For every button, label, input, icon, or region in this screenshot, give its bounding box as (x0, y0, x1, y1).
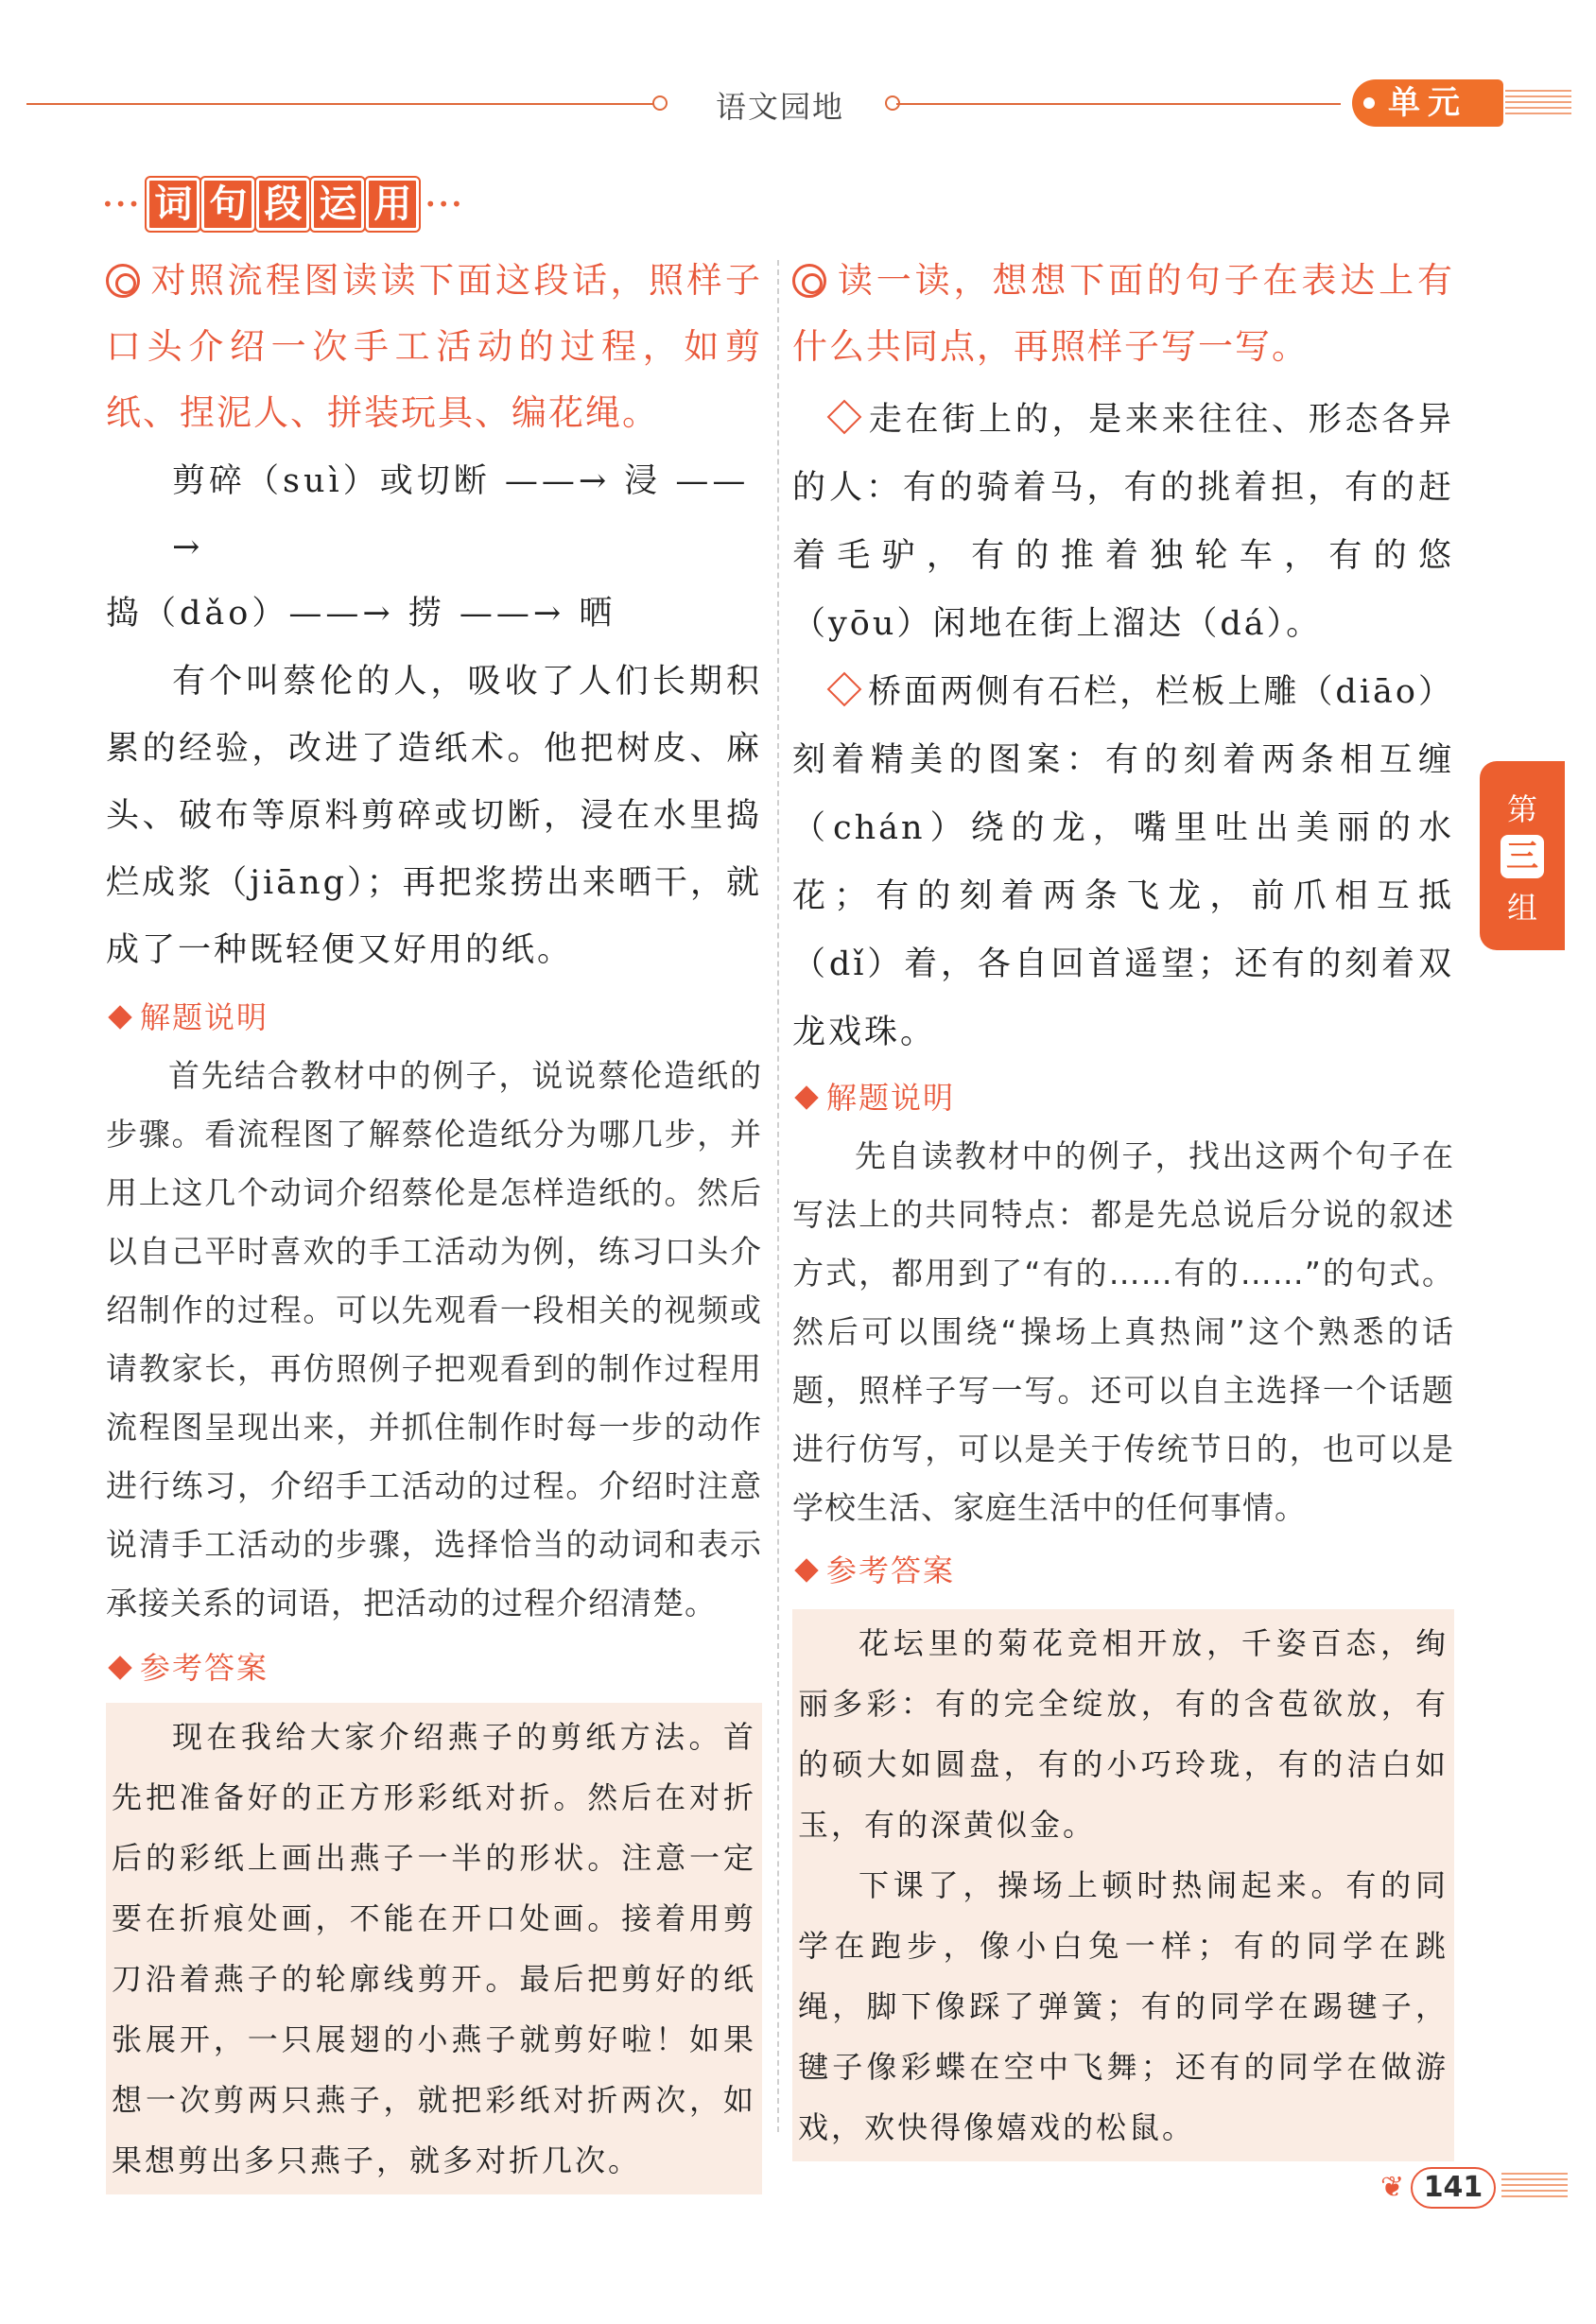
side-tab-top: 第 (1506, 791, 1537, 827)
left-prompt (106, 248, 762, 446)
right-answer-text-2: 下课了，操场上顿时热闹起来。有的同学在跑步，像小白兔一样；有的同学在跳绳，脚下像踩了弹簧；有的同学在踢毽子，毽子像彩蝶在空中飞舞；还有的同学在做游戏，欢快得像嬉戏的松鼠。 (798, 1867, 1449, 2145)
footer-stripes (1501, 2173, 1568, 2201)
badge-dot-icon (1363, 97, 1375, 109)
section-title-char: 段 (256, 178, 309, 231)
spiral-icon (106, 264, 140, 298)
diamond-icon (108, 1656, 131, 1679)
left-answer-text: 现在我给大家介绍燕子的剪纸方法。首先把准备好的正方形彩纸对折。然后在对折后的彩纸上画出燕子一半的形状。注意一定要在折痕处画，不能在开口处画。接着用剪刀沿着燕子的轮廓线剪开。最后把剪好的纸张展开，一只展翅的小燕子就剪好啦！如果想一次剪两只燕子，就把彩纸对折两次，如果想剪出多只燕子，就多对折几次。 (112, 1719, 756, 2178)
diamond-outline-icon (827, 400, 862, 435)
side-tab-number: 三 (1501, 835, 1544, 878)
left-column (106, 248, 762, 2194)
left-explain-label (106, 988, 762, 1047)
section-title-char: 运 (311, 178, 364, 231)
section-title-char: 用 (366, 178, 419, 231)
left-prompt-text: 对照流程图读读下面这段话，照样子口头介绍一次手工活动的过程，如剪纸、捏泥人、拼装玩具、编花绳。 (106, 260, 762, 433)
right-explain (792, 1127, 1454, 1537)
right-prompt-text: 读一读，想想下面的句子在表达上有什么共同点，再照样子写一写。 (792, 260, 1454, 367)
header-title: 语文园地 (715, 89, 844, 125)
diamond-icon (794, 1558, 818, 1582)
right-column (792, 248, 1454, 2161)
diamond-icon (108, 1005, 131, 1029)
left-explain-label-text: 解题说明 (140, 999, 269, 1035)
spiral-icon (792, 264, 826, 298)
left-answer-box (106, 1703, 762, 2194)
left-passage (106, 649, 762, 984)
section-title-chars (147, 178, 419, 231)
section-title-char: 词 (147, 178, 200, 231)
right-explain-label-text: 解题说明 (826, 1080, 956, 1116)
diamond-outline-icon (827, 672, 862, 707)
flow-chart-line-2: 捣（dǎo）——→ 捞 ——→ 晒 (106, 595, 616, 633)
page-number: 141 (1411, 2167, 1496, 2209)
section-title (102, 178, 464, 231)
unit-side-tab (1480, 761, 1565, 950)
right-explain-label (792, 1068, 1454, 1127)
leaf-icon: ❦ (1380, 2171, 1405, 2204)
flow-chart-line-1: 剪碎（suì）或切断 ——→ 浸 ——→ (172, 462, 750, 566)
left-explain (106, 1047, 762, 1633)
left-answer-label (106, 1639, 762, 1697)
example-sentence-2-text: 桥面两侧有石栏，栏板上雕（diāo）刻着精美的图案：有的刻着两条相互缠（chán）绕的龙，嘴里吐出美丽的水花；有的刻着两条飞龙，前爪相互抵（dǐ）着，各自回首遥望；还有的刻着双龙戏珠。 (792, 673, 1454, 1051)
left-passage-text: 有个叫蔡伦的人，吸收了人们长期积累的经验，改进了造纸术。他把树皮、麻头、破布等原料剪碎或切断，浸在水里捣烂成浆（jiāng）；再把浆捞出来晒干，就成了一种既轻便又好用的纸。 (106, 663, 762, 969)
header-rule-left (26, 103, 660, 105)
right-answer-label (792, 1541, 1454, 1600)
left-answer-label-text: 参考答案 (140, 1650, 269, 1686)
example-sentence-1 (792, 386, 1454, 658)
page-footer (1380, 2167, 1570, 2209)
header-rule-dot-left (652, 95, 668, 111)
example-sentence-1-text: 走在街上的，是来来往往、形态各异的人：有的骑着马，有的挑着担，有的赶着毛驴，有的推着独轮车，有的悠（yōu）闲地在街上溜达（dá）。 (792, 401, 1454, 643)
right-answer-box (792, 1609, 1454, 2161)
example-sentence-2 (792, 658, 1454, 1067)
right-examples (792, 386, 1454, 1067)
unit-badge-label: 单元 (1388, 84, 1467, 122)
unit-badge (1352, 79, 1503, 127)
right-prompt (792, 248, 1454, 380)
column-divider (777, 260, 779, 2132)
section-title-dots-left: ••• (102, 193, 142, 216)
header-rule-right (896, 103, 1341, 105)
section-title-dots-right: ••• (425, 193, 464, 216)
side-tab-bottom: 组 (1506, 890, 1537, 926)
left-explain-text: 首先结合教材中的例子，说说蔡伦造纸的步骤。看流程图了解蔡伦造纸分为哪几步，并用上这几个动词介绍蔡伦是怎样造纸的。然后以自己平时喜欢的手工活动为例，练习口头介绍制作的过程。可以先观看一段相关的视频或请教家长，再仿照例子把观看到的制作过程用流程图呈现出来，并抓住制作时每一步的动作进行练习，介绍手工活动的过程。介绍时注意说清手工活动的步骤，选择恰当的动词和表示承接关系的词语，把活动的过程介绍清楚。 (106, 1057, 762, 1622)
diamond-icon (794, 1085, 818, 1109)
right-answer-text-1: 花坛里的菊花竞相开放，千姿百态，绚丽多彩：有的完全绽放，有的含苞欲放，有的硕大如圆盘，有的小巧玲珑，有的洁白如玉，有的深黄似金。 (798, 1625, 1449, 1843)
right-answer-label-text: 参考答案 (826, 1552, 956, 1588)
section-title-char: 句 (201, 178, 254, 231)
right-explain-text: 先自读教材中的例子，找出这两个句子在写法上的共同特点：都是先总说后分说的叙述方式，都用到了“有的……有的……”的句式。然后可以围绕“操场上真热闹”这个熟悉的话题，照样子写一写。还可以自主选择一个话题进行仿写，可以是关于传统节日的，也可以是学校生活、家庭生活中的任何事情。 (792, 1137, 1454, 1526)
header-stripes (1505, 90, 1571, 118)
